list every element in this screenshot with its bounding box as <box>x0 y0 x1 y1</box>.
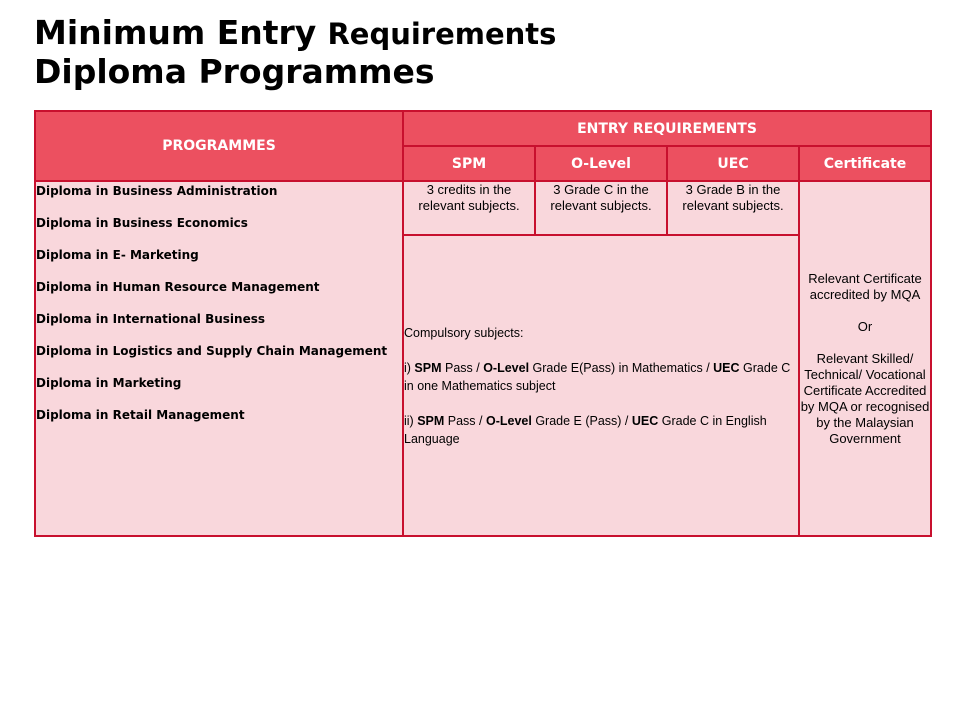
programmes-list <box>35 181 403 536</box>
compulsory-heading: Compulsory subjects: <box>404 325 524 340</box>
certificate-requirement <box>799 181 931 536</box>
column-header-spm: SPM <box>403 146 535 181</box>
programme-item: Diploma in E- Marketing <box>36 248 199 262</box>
certificate-text-1: Relevant Certificate accredited by MQA <box>808 270 922 302</box>
certificate-or: Or <box>857 318 873 334</box>
compulsory-subjects <box>403 235 799 536</box>
programme-item: Diploma in Human Resource Management <box>36 280 320 294</box>
spm-requirement: 3 credits in the relevant subjects. <box>403 181 535 235</box>
title-line-2: Diploma Programmes <box>34 52 435 91</box>
programmes-header: PROGRAMMES <box>35 111 403 181</box>
olevel-requirement: 3 Grade C in the relevant subjects. <box>535 181 667 235</box>
programme-item: Diploma in Logistics and Supply Chain Management <box>36 344 388 358</box>
page-title <box>34 14 556 91</box>
programme-item: Diploma in International Business <box>36 312 266 326</box>
compulsory-item-2: ii) SPM Pass / O-Level Grade E (Pass) / UEC Grade C in English Language <box>404 413 767 446</box>
programme-item: Diploma in Marketing <box>36 376 182 390</box>
entry-requirements-table <box>34 110 932 537</box>
title-line-1: Minimum Entry Requirements <box>34 13 557 52</box>
compulsory-item-1: i) SPM Pass / O-Level Grade E(Pass) in Mathematics / UEC Grade C in one Mathematics subject <box>404 360 791 393</box>
column-header-uec: UEC <box>667 146 799 181</box>
column-header-certificate: Certificate <box>799 146 931 181</box>
uec-requirement: 3 Grade B in the relevant subjects. <box>667 181 799 235</box>
entry-requirements-header: ENTRY REQUIREMENTS <box>403 111 931 146</box>
programme-item: Diploma in Business Economics <box>36 216 248 230</box>
programme-item: Diploma in Business Administration <box>36 184 278 198</box>
programme-item: Diploma in Retail Management <box>36 408 245 422</box>
column-header-olevel: O-Level <box>535 146 667 181</box>
certificate-text-2: Relevant Skilled/ Technical/ Vocational Certificate Accredited by MQA or recognised by the Malaysian Government <box>800 350 930 446</box>
